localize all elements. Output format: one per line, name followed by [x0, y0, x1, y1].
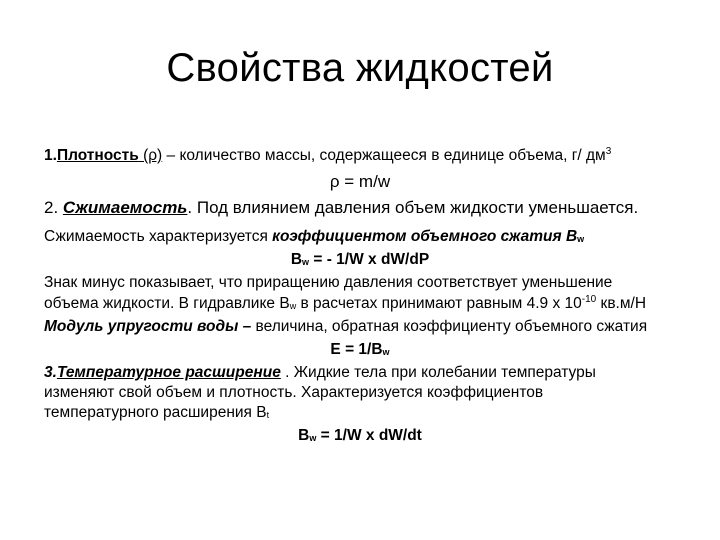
thermal-expansion-formula-lhs: В	[298, 427, 310, 444]
thermal-expansion-text: . Жидкие тела при колебании температуры	[280, 364, 596, 381]
minus-sign-line-2-b: в расчетах принимают равным 4.9 х 10	[296, 295, 582, 312]
minus-sign-line-2	[44, 294, 646, 316]
minus-sign-line-2-sub: w	[289, 301, 297, 311]
minus-sign-line-1: Знак минус показывает, что приращению давления соответствует уменьшение	[44, 274, 613, 291]
compressibility-definition: . Под влиянием давления объем жидкости уменьшается.	[187, 198, 639, 217]
thermal-expansion-line-3	[44, 403, 269, 425]
compressibility-formula-lhs: В	[290, 251, 303, 268]
thermal-expansion-line-3-a: температурного расширения В	[44, 404, 267, 421]
thermal-expansion-formula-rhs: = 1/W х dW/dt	[316, 427, 422, 444]
thermal-expansion-line-2: изменяют свой объем и плотность. Характеризуется коэффициентов	[44, 384, 544, 401]
minus-sign-line-2-a: объема жидкости. В гидравлике В	[44, 295, 290, 312]
compressibility-formula	[0, 250, 720, 272]
compressibility-term: Сжимаемость	[62, 198, 188, 217]
compressibility-number: 2.	[44, 198, 63, 217]
density-paragraph	[44, 146, 611, 166]
elasticity-modulus-term: Модуль упругости воды –	[44, 318, 252, 335]
minus-sign-line-2-c: кв.м/Н	[596, 295, 647, 312]
density-formula: ρ = m/w	[329, 172, 391, 191]
elasticity-formula-sub: w	[382, 347, 390, 357]
thermal-expansion-number: 3.	[44, 364, 57, 381]
thermal-expansion-formula-sub: w	[309, 433, 317, 443]
thermal-expansion-line-3-sub: t	[266, 410, 270, 420]
thermal-expansion-formula	[0, 426, 720, 448]
thermal-expansion-paragraph	[44, 363, 596, 383]
compressibility-coefficient-term: коэффициентом объемного сжатия В	[272, 228, 578, 245]
density-symbol: (ρ)	[138, 147, 163, 164]
density-unit-exponent: 3	[605, 146, 612, 157]
thermal-expansion-term: Температурное расширение	[56, 364, 281, 381]
compressibility-coefficient-sub: w	[577, 234, 585, 244]
density-definition: – количество массы, содержащееся в единице объема, г/ дм	[162, 147, 606, 164]
compressibility-formula-rhs: = - 1/W х dW/dP	[309, 251, 430, 268]
elasticity-modulus-line	[44, 317, 647, 337]
compressibility-coefficient-line	[44, 227, 584, 249]
density-term: Плотность	[56, 147, 139, 164]
minus-sign-line-2-exp: -10	[581, 294, 597, 305]
elasticity-modulus-definition: величина, обратная коэффициенту объемного сжатия	[251, 318, 648, 335]
elasticity-formula-lhs: Е = 1/В	[330, 341, 383, 358]
slide-title: Свойства жидкостей	[166, 46, 554, 90]
compressibility-coefficient-text: Сжимаемость характеризуется	[44, 228, 273, 245]
elasticity-formula	[0, 340, 720, 362]
density-number: 1.	[44, 147, 57, 164]
compressibility-formula-sub: w	[302, 257, 310, 267]
compressibility-paragraph	[44, 198, 638, 218]
